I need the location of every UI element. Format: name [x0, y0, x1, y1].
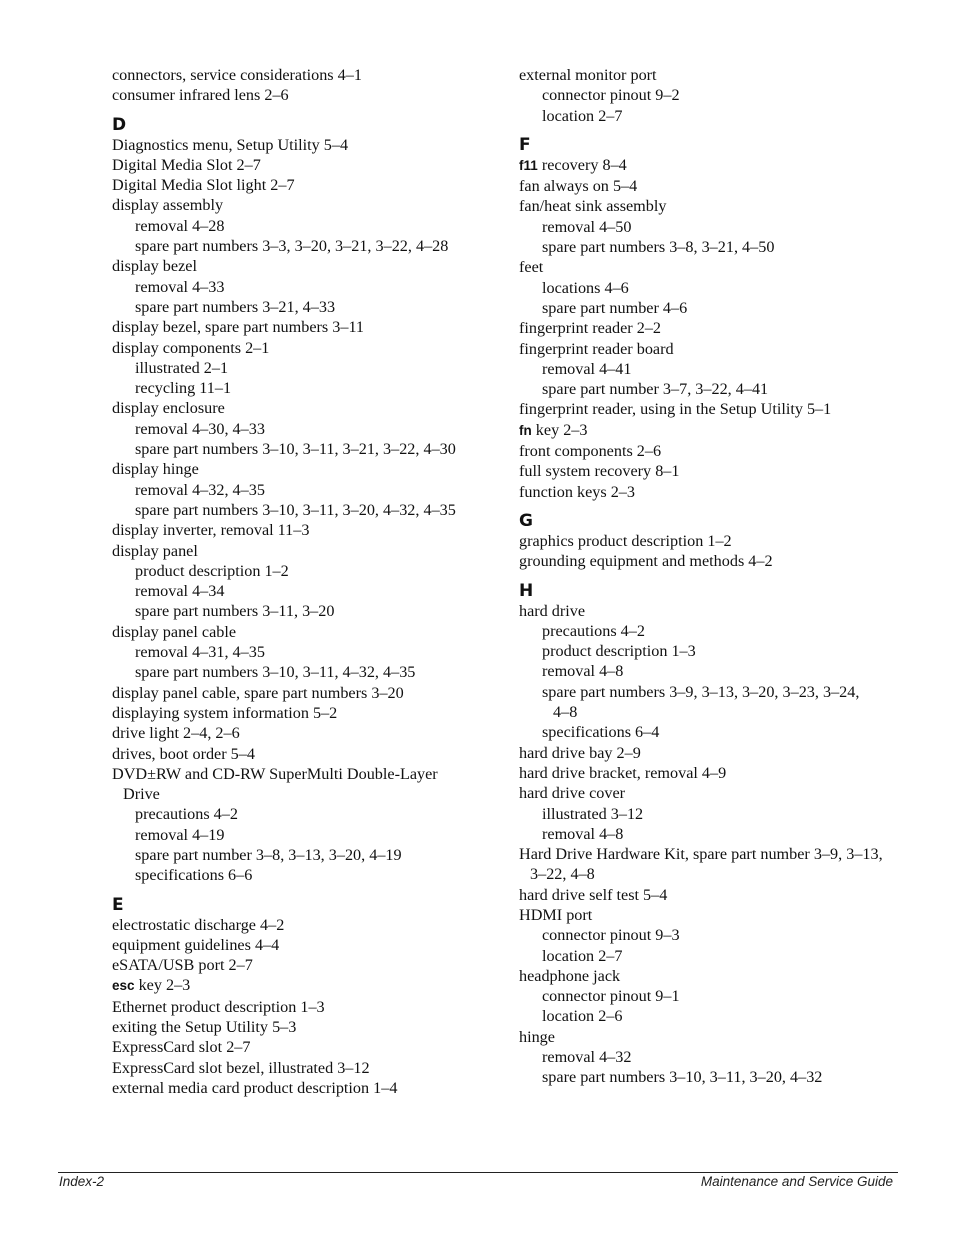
index-subentry: 4–8 [553, 703, 578, 722]
index-entry [519, 420, 919, 441]
index-subentry: spare part numbers 3–11, 3–20 [135, 602, 335, 621]
index-subentry: spare part numbers 3–21, 4–33 [135, 297, 336, 316]
index-column-left [112, 65, 502, 1098]
index-subentry: removal 4–34 [135, 582, 225, 601]
index-entry: Digital Media Slot 2–7 [112, 155, 261, 174]
index-entry: front components 2–6 [519, 442, 662, 461]
index-entry: fan always on 5–4 [519, 177, 638, 196]
index-entry: hard drive bay 2–9 [519, 743, 641, 762]
index-subentry: Drive [123, 785, 160, 804]
index-subentry: spare part number 3–7, 3–22, 4–41 [542, 380, 769, 399]
index-subentry: removal 4–8 [542, 824, 624, 843]
index-subentry: spare part numbers 3–10, 3–11, 3–21, 3–22, 4–30 [135, 440, 456, 459]
index-subentry: spare part numbers 3–10, 3–11, 3–20, 4–32 [542, 1068, 823, 1087]
index-entry: exiting the Setup Utility 5–3 [112, 1018, 297, 1037]
index-subentry: spare part numbers 3–9, 3–13, 3–20, 3–23, 3–24, [542, 682, 860, 701]
index-subentry: spare part numbers 3–10, 3–11, 4–32, 4–35 [135, 663, 416, 682]
index-subentry: specifications 6–4 [542, 723, 660, 742]
index-entry: display components 2–1 [112, 338, 270, 357]
index-entry: external media card product description 1–4 [112, 1078, 398, 1097]
footer-document-title: Maintenance and Service Guide [700, 1174, 893, 1189]
index-entry: hard drive cover [519, 784, 626, 803]
index-subentry: recycling 11–1 [135, 379, 232, 398]
index-entry: display panel cable, spare part numbers 3–20 [112, 683, 404, 702]
index-entry [519, 155, 919, 176]
index-letter-heading: E [112, 894, 124, 915]
index-entry: display enclosure [112, 399, 225, 418]
index-entry: displaying system information 5–2 [112, 703, 338, 722]
index-entry: HDMI port [519, 905, 593, 924]
index-subentry: location 2–6 [542, 1007, 623, 1026]
index-entry: fingerprint reader, using in the Setup Utility 5–1 [519, 400, 832, 419]
index-subentry: specifications 6–6 [135, 866, 253, 885]
index-entry: drives, boot order 5–4 [112, 744, 255, 763]
index-entry: display panel [112, 541, 198, 560]
key-name: f11 [519, 157, 538, 173]
index-entry: full system recovery 8–1 [519, 462, 680, 481]
index-entry: graphics product description 1–2 [519, 531, 732, 550]
index-subentry: connector pinout 9–3 [542, 926, 680, 945]
index-entry: consumer infrared lens 2–6 [112, 86, 289, 105]
index-entry: display hinge [112, 460, 199, 479]
index-entry: display panel cable [112, 622, 237, 641]
index-subentry: removal 4–30, 4–33 [135, 419, 265, 438]
index-subentry: connector pinout 9–2 [542, 86, 680, 105]
index-entry: hinge [519, 1027, 555, 1046]
index-entry: fan/heat sink assembly [519, 197, 667, 216]
footer-rule [58, 1172, 898, 1173]
index-entry: external monitor port [519, 66, 657, 84]
index-subentry: product description 1–2 [135, 561, 289, 580]
index-entry: eSATA/USB port 2–7 [112, 956, 253, 975]
index-subentry: removal 4–19 [135, 825, 225, 844]
index-subentry: location 2–7 [542, 106, 623, 125]
index-subentry: 3–22, 4–8 [530, 865, 595, 884]
index-subentry: spare part number 3–8, 3–13, 3–20, 4–19 [135, 845, 402, 864]
index-entry: connectors, service considerations 4–1 [112, 66, 362, 84]
index-entry: drive light 2–4, 2–6 [112, 724, 240, 743]
index-entry: Digital Media Slot light 2–7 [112, 176, 295, 195]
key-name: esc [112, 978, 135, 994]
index-entry-text: key 2–3 [134, 976, 191, 995]
index-subentry: removal 4–33 [135, 277, 225, 296]
index-subentry: spare part numbers 3–3, 3–20, 3–21, 3–22, 4–28 [135, 237, 449, 256]
footer-page-number: Index-2 [59, 1174, 105, 1189]
index-entry: grounding equipment and methods 4–2 [519, 552, 773, 571]
index-subentry: removal 4–41 [542, 359, 632, 378]
index-entry: ExpressCard slot bezel, illustrated 3–12 [112, 1058, 370, 1077]
index-entry: Ethernet product description 1–3 [112, 997, 325, 1016]
index-entry [112, 975, 502, 996]
index-subentry: removal 4–50 [542, 217, 632, 236]
index-entry: electrostatic discharge 4–2 [112, 915, 285, 934]
index-entry: ExpressCard slot 2–7 [112, 1038, 251, 1057]
index-entry: function keys 2–3 [519, 482, 635, 501]
index-subentry: removal 4–8 [542, 662, 624, 681]
index-entry: display bezel [112, 257, 197, 276]
index-entry: hard drive [519, 601, 586, 620]
index-subentry: removal 4–32 [542, 1048, 632, 1067]
index-entry: fingerprint reader 2–2 [519, 319, 662, 338]
index-subentry: spare part numbers 3–10, 3–11, 3–20, 4–32, 4–35 [135, 500, 456, 519]
index-subentry: locations 4–6 [542, 278, 629, 297]
index-subentry: removal 4–32, 4–35 [135, 480, 265, 499]
index-letter-heading: F [519, 134, 531, 155]
index-subentry: product description 1–3 [542, 642, 696, 661]
index-entry: hard drive self test 5–4 [519, 885, 668, 904]
index-subentry: removal 4–31, 4–35 [135, 643, 265, 662]
index-subentry: illustrated 3–12 [542, 804, 644, 823]
index-subentry: precautions 4–2 [542, 621, 645, 640]
index-entry: hard drive bracket, removal 4–9 [519, 763, 727, 782]
index-entry-text: recovery 8–4 [537, 155, 627, 174]
index-entry: equipment guidelines 4–4 [112, 935, 280, 954]
index-letter-heading: G [519, 510, 533, 531]
index-entry: Diagnostics menu, Setup Utility 5–4 [112, 135, 349, 154]
index-letter-heading: H [519, 580, 534, 601]
index-entry-text: key 2–3 [531, 420, 588, 439]
index-subentry: spare part number 4–6 [542, 298, 688, 317]
index-subentry: location 2–7 [542, 946, 623, 965]
index-subentry: removal 4–28 [135, 216, 225, 235]
index-entry: display inverter, removal 11–3 [112, 521, 310, 540]
index-subentry: illustrated 2–1 [135, 358, 229, 377]
index-subentry: precautions 4–2 [135, 805, 238, 824]
index-entry: DVD±RW and CD-RW SuperMulti Double-Layer [112, 764, 438, 783]
index-entry: headphone jack [519, 966, 621, 985]
index-entry: feet [519, 258, 544, 277]
index-entry: display assembly [112, 196, 224, 215]
key-name: fn [519, 422, 532, 438]
index-entry: Hard Drive Hardware Kit, spare part number 3–9, 3–13, [519, 845, 883, 864]
index-entry: fingerprint reader board [519, 339, 674, 358]
index-subentry: spare part numbers 3–8, 3–21, 4–50 [542, 238, 775, 257]
index-letter-heading: D [112, 114, 127, 135]
index-entry: display bezel, spare part numbers 3–11 [112, 318, 365, 337]
index-column-right [519, 65, 919, 1088]
index-subentry: connector pinout 9–1 [542, 987, 680, 1006]
